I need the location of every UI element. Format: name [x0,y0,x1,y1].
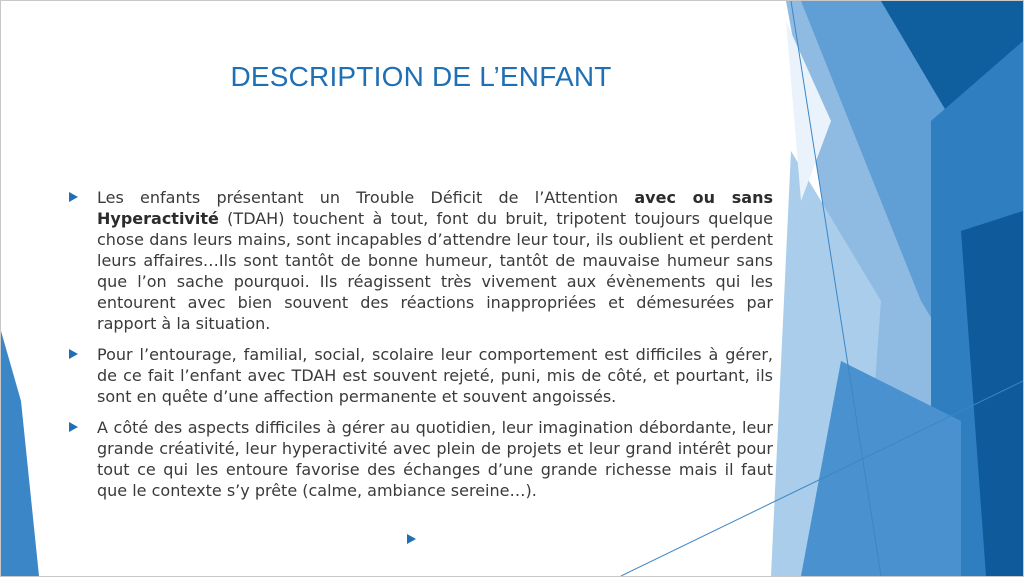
slide-title: DESCRIPTION DE L’ENFANT [230,61,612,92]
bullet-text-part: Les enfants présentant un Trouble Déficit de l’Attention [97,188,635,207]
bullet-arrow-icon [69,349,78,359]
bullet-text-part: (TDAH) touchent à tout, font du bruit, tripotent toujours quelque chose dans leurs mains, sont incapables d’attendre leur tour, ils oublient et perdent leurs affaires…Ils sont tantôt de bonne humeur, tantôt de mauvaise humeur sans que l’on sache pourquoi. Ils réagissent très vivement aux évènements qui les entourent avec bien souvent des réactions inappropriées et démesurées par rapport à la situation. [97,209,773,333]
bullet-text: A côté des aspects difficiles à gérer au quotidien, leur imagination débordante, leur grande créativité, leur hyperactivité avec plein de projets et leur grand intérêt pour tout ce qui les entoure favorise des échanges d’une grande richesse mais il faut que le contexte s’y prête (calme, ambiance sereine…). [97,418,773,500]
bullet-item [67,417,773,501]
left-edge-facet [1,331,39,576]
bullet-list [67,187,773,511]
bullet-item [67,187,773,334]
bullet-arrow-icon [69,422,78,432]
bullet-text: Pour l’entourage, familial, social, scolaire leur comportement est difficiles à gérer, de ce fait l’enfant avec TDAH est souvent rejeté, puni, mis de côté, et pourtant, ils sont en quête d’une affection permanente et souvent angoissés. [97,345,773,406]
next-arrow-icon[interactable] [407,534,416,544]
bullet-text-bold: avec ou sans Hyperactivité [97,188,773,228]
bullet-item [67,344,773,407]
bullet-text [97,188,773,333]
bullet-arrow-icon [69,192,78,202]
